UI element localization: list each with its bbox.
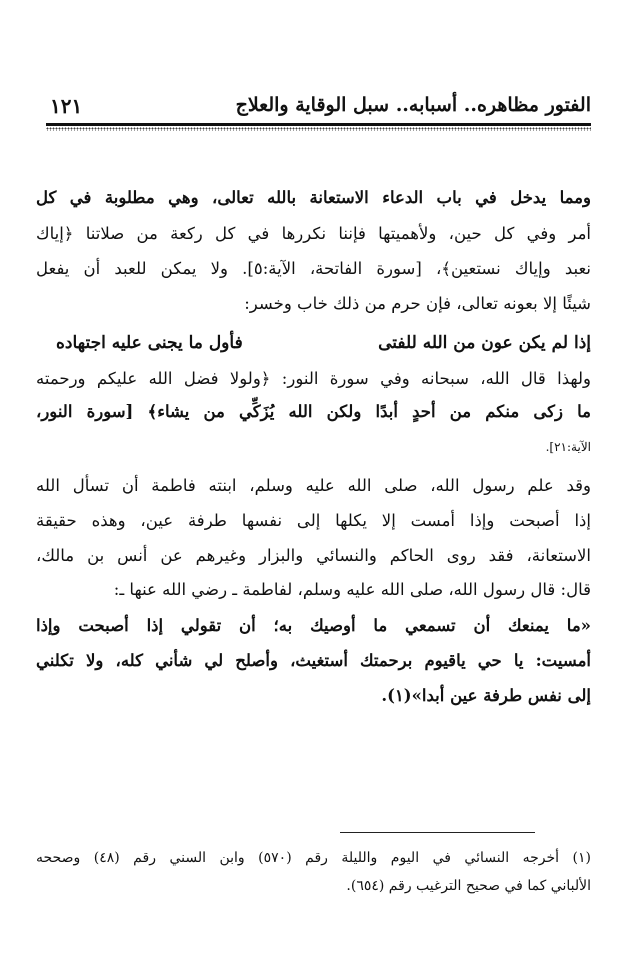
- hadith-line: أمسيت: يا حي ياقيوم برحمتك أستغيث، وأصلح لي شأني كله، ولا تكلني: [36, 651, 591, 670]
- hadith-line: إلى نفس طرفة عين أبدا»(١).: [381, 686, 591, 705]
- verse-second-hemistich: فأول ما يجنى عليه اجتهاده: [56, 333, 243, 353]
- footnote-line: (١) أخرجه النسائي في اليوم والليلة رقم (٥٧٠) وابن السني رقم (٤٨) وصححه: [36, 850, 591, 866]
- hadith-line: «ما يمنعك أن تسمعي ما أوصيك به؛ أن تقولي إذا أصبحت وإذا: [36, 616, 591, 635]
- header-dotted-rule: [46, 127, 591, 131]
- body-line: نعبد وإياك نستعين﴾، [سورة الفاتحة، الآية:٥]. ولا يمكن للعبد أن يفعل: [36, 259, 592, 278]
- page-number: ١٢١: [50, 94, 83, 118]
- running-header: [46, 94, 591, 122]
- footnote-line: الألباني كما في صحيح الترغيب رقم (٦٥٤).: [346, 878, 591, 894]
- footnote-rule: [340, 832, 535, 833]
- body-line: شيئًا إلا بعونه تعالى، فإن حرم من ذلك خاب وخسر:: [244, 294, 591, 313]
- body-line: وقد علم رسول الله، صلى الله عليه وسلم، ابنته فاطمة أن تسأل الله: [36, 476, 591, 495]
- body-line: ومما يدخل في باب الدعاء الاستعانة بالله تعالى، وهي مطلوبة في كل: [36, 188, 591, 207]
- verse-first-hemistich: إذا لم يكن عون من الله للفتى: [378, 333, 591, 353]
- body-line: قال: قال رسول الله، صلى الله عليه وسلم، لفاطمة ـ رضي الله عنها ـ:: [113, 580, 591, 599]
- poetry-verse: [36, 333, 591, 363]
- running-title: الفتور مظاهره.. أسبابه.. سبل الوقاية والعلاج: [235, 94, 591, 116]
- body-line: أمر وفي كل حين، ولأهميتها فإننا نكررها في كل ركعة من صلاتنا ﴿إياك: [36, 224, 591, 243]
- body-line: الآية:٢١].: [545, 440, 591, 454]
- body-line: ولهذا قال الله، سبحانه وفي سورة النور: ﴿ولولا فضل الله عليكم ورحمته: [36, 369, 591, 388]
- body-line: الاستعانة، فقد روى الحاكم والنسائي والبزار وغيرهم عن أنس بن مالك،: [36, 546, 591, 565]
- body-line: إذا أصبحت وإذا أمست إلا يكلها إلى نفسها طرفة عين، وهذه حقيقة: [36, 511, 591, 530]
- body-line: ما زكى منكم من أحدٍ أبدًا ولكن الله يُزَكِّي من يشاء﴾ [سورة النور،: [36, 402, 591, 421]
- header-rule: [46, 123, 591, 126]
